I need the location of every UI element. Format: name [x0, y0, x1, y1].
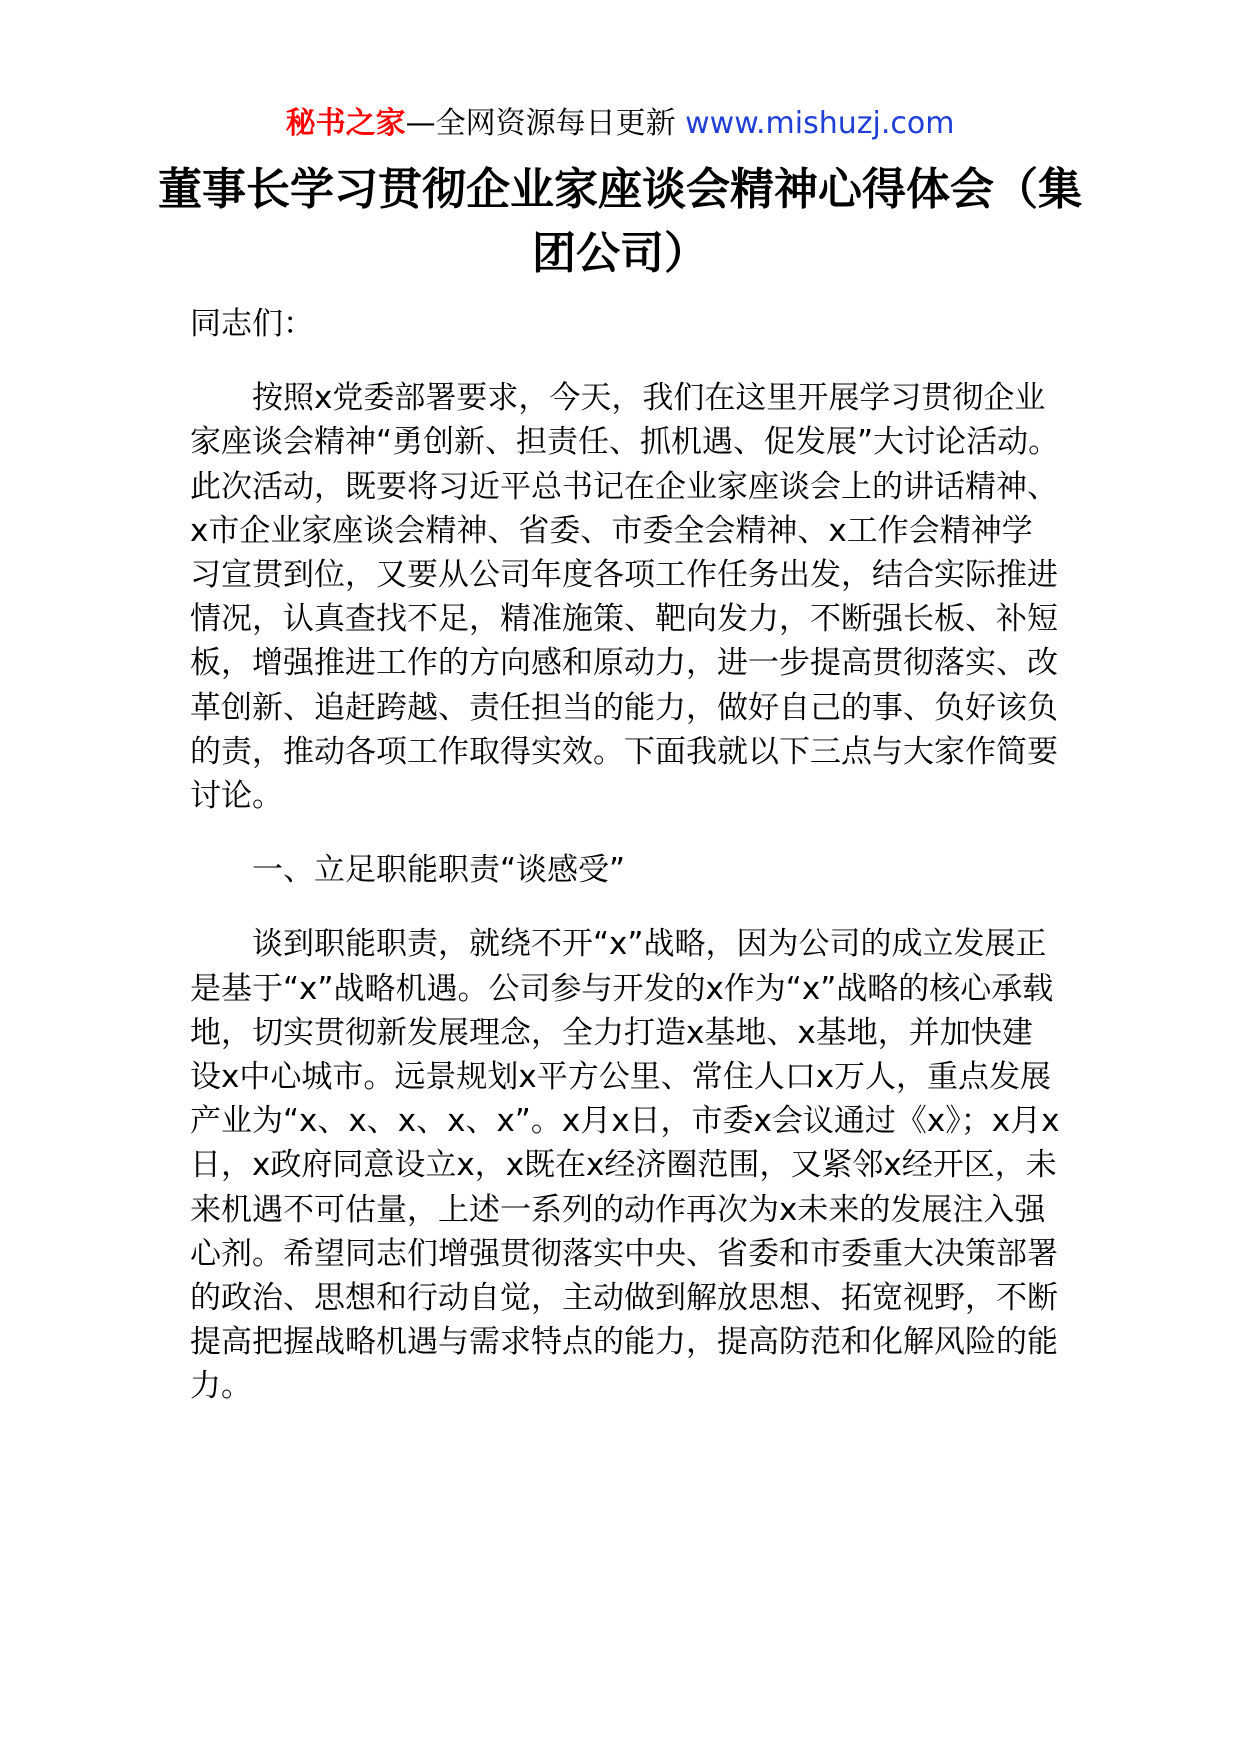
body-paragraph-intro: 按照x党委部署要求，今天，我们在这里开展学习贯彻企业家座谈会精神“勇创新、担责任、抓机遇、促发展”大讨论活动。此次活动，既要将习近平总书记在企业家座谈会上的讲话精神、x市企业家座谈会精神、省委、市委全会精神、x工作会精神学习宣贯到位，又要从公司年度各项工作任务出发，结合实际推进情况，认真查找不足，精准施策、靶向发力，不断强长板、补短板，增强推进工作的方向感和原动力，进一步提高贯彻落实、改革创新、追赶跨越、责任担当的能力，做好自己的事、负好该负的责，推动各项工作取得实效。下面我就以下三点与大家作简要讨论。	[190, 380, 1060, 815]
document-title: 董事长学习贯彻企业家座谈会精神心得体会（集团公司）	[158, 164, 1082, 279]
site-header	[0, 104, 1240, 144]
salutation: 同志们：	[190, 306, 314, 342]
site-url-link[interactable]: www.mishuzj.com	[685, 106, 955, 141]
brand-name: 秘书之家	[285, 106, 406, 141]
body-paragraph-section-1: 谈到职能职责，就绕不开“x”战略，因为公司的成立发展正是基于“x”战略机遇。公司参与开发的x作为“x”战略的核心承载地，切实贯彻新发展理念，全力打造x基地、x基地，并加快建设x中心城市。远景规划x平方公里、常住人口x万人，重点发展产业为“x、x、x、x、x”。x月x日，市委x会议通过《x》；x月x日，x政府同意设立x，x既在x经济圈范围，又紧邻x经开区，未来机遇不可估量，上述一系列的动作再次为x未来的发展注入强心剂。希望同志们增强贯彻落实中央、省委和市委重大决策部署的政治、思想和行动自觉，主动做到解放思想、拓宽视野，不断提高把握战略机遇与需求特点的能力，提高防范和化解风险的能力。	[190, 926, 1060, 1405]
section-heading-1: 一、立足职能职责“谈感受”	[252, 852, 626, 889]
header-tagline: —全网资源每日更新	[405, 106, 686, 141]
document-body	[190, 302, 1060, 1409]
